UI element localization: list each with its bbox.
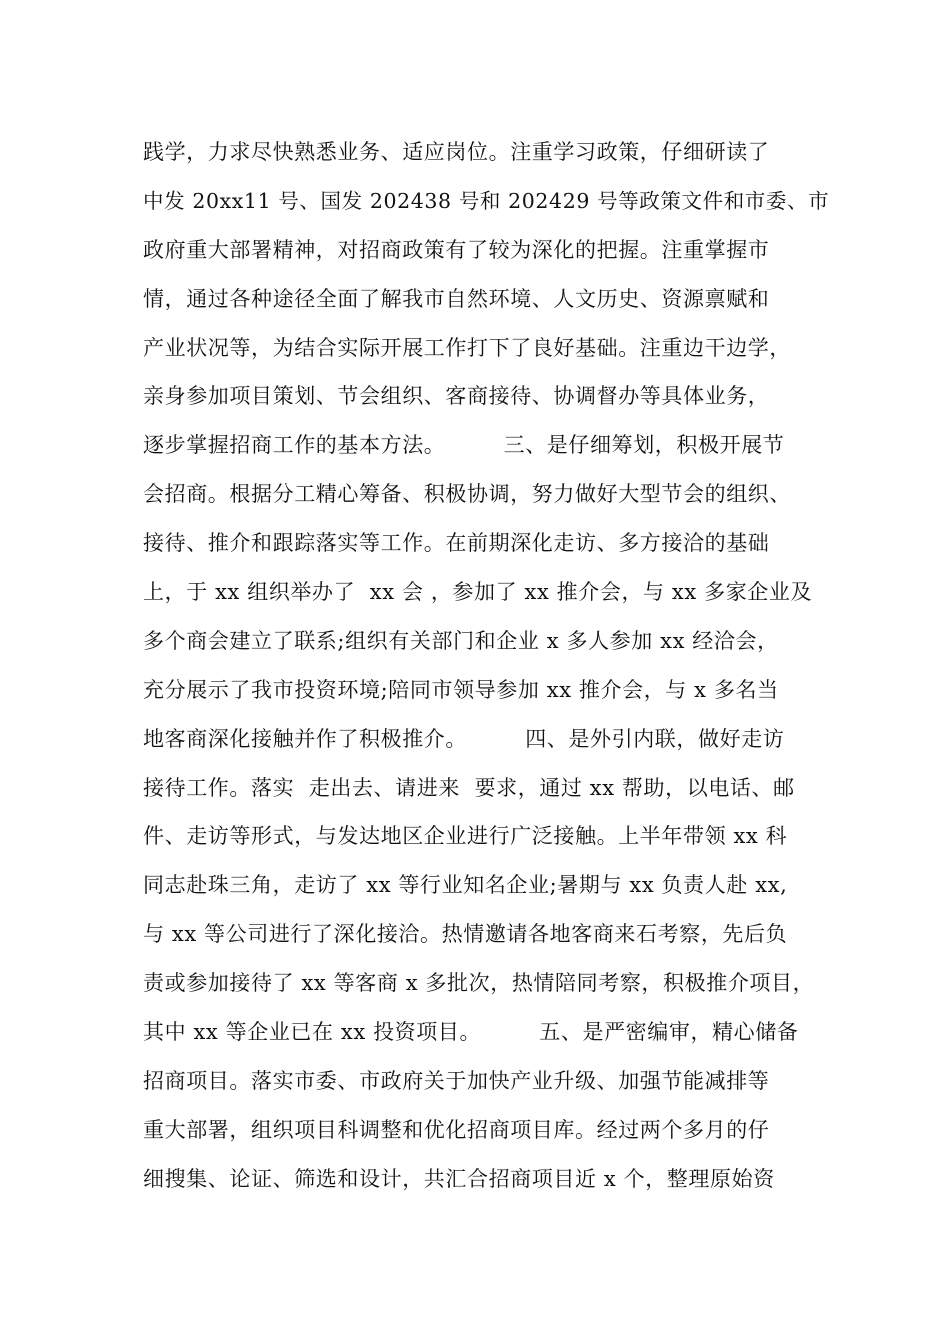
text-line: 中发 20xx11 号、国发 202438 号和 202429 号等政策文件和市委、市 [143, 188, 830, 213]
text-line: 践学，力求尽快熟悉业务、适应岗位。注重学习政策，仔细研读了 [143, 140, 770, 164]
text-line: 招商项目。落实市委、市政府关于加快产业升级、加强节能减排等 [143, 1068, 770, 1093]
text-line: 产业状况等，为结合实际开展工作打下了良好基础。注重边干边学， [143, 335, 791, 360]
text-line: 接待、推介和跟踪落实等工作。在前期深化走访、多方接洽的基础 [143, 531, 770, 556]
text-line: 政府重大部署精神，对招商政策有了较为深化的把握。注重掌握市 [143, 237, 770, 262]
text-line: 责或参加接待了 xx 等客商 x 多批次，热情陪同考察，积极推介项目， [143, 971, 815, 996]
text-line: 重大部署，组织项目科调整和优化招商项目库。经过两个多月的仔 [143, 1117, 770, 1142]
text-line: 多个商会建立了联系;组织有关部门和企业 x 多人参加 xx 经洽会， [143, 628, 779, 653]
text-line: 件、走访等形式，与发达地区企业进行广泛接触。上半年带领 xx 科 [143, 824, 788, 849]
text-line: 上，于 xx 组织举办了 xx 会 ，参加了 xx 推介会，与 xx 多家企业及 [143, 580, 813, 605]
text-line: 亲身参加项目策划、节会组织、客商接待、协调督办等具体业务， [143, 384, 770, 409]
text-line: 充分展示了我市投资环境;陪同市领导参加 xx 推介会，与 x 多名当 [143, 677, 779, 702]
text-line: 其中 xx 等企业已在 xx 投资项目。 五、是严密编审，精心储备 [143, 1020, 799, 1045]
document-body [143, 128, 833, 1204]
text-line: 会招商。根据分工精心筹备、积极协调，努力做好大型节会的组织、 [143, 482, 791, 507]
text-line: 地客商深化接触并作了积极推介。 四、是外引内联，做好走访 [143, 726, 785, 751]
text-line: 情，通过各种途径全面了解我市自然环境、人文历史、资源禀赋和 [143, 286, 770, 311]
text-line: 细搜集、论证、筛选和设计，共汇合招商项目近 x 个，整理原始资 [143, 1166, 775, 1191]
text-line: 与 xx 等公司进行了深化接洽。热情邀请各地客商来石考察，先后负 [143, 922, 788, 947]
text-line: 逐步掌握招商工作的基本方法。 三、是仔细筹划，积极开展节 [143, 433, 785, 458]
text-line: 同志赴珠三角，走访了 xx 等行业知名企业;暑期与 xx 负责人赴 xx, [143, 873, 788, 898]
text-line: 接待工作。落实 走出去、请进来 要求，通过 xx 帮助，以电话、邮 [143, 775, 795, 800]
